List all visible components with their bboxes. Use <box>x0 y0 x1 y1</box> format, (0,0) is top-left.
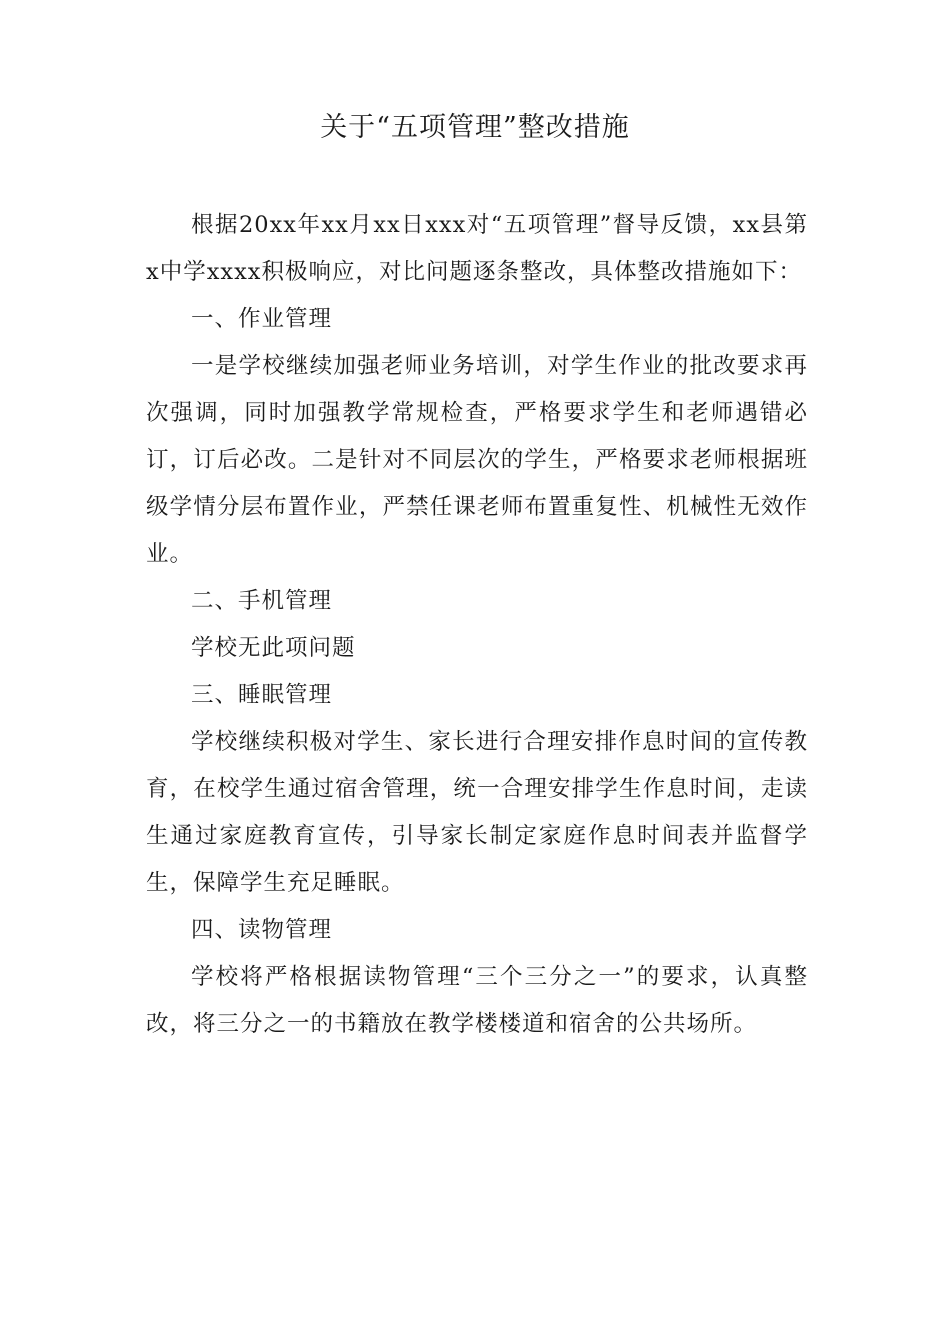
section-heading-sleep: 三、睡眠管理 <box>191 682 333 708</box>
section-heading-phone: 二、手机管理 <box>191 588 333 614</box>
document-title: 关于“五项管理”整改措施 <box>320 112 630 143</box>
section-heading-homework: 一、作业管理 <box>191 306 333 332</box>
document-body <box>146 202 808 1048</box>
section-heading-reading: 四、读物管理 <box>191 917 333 943</box>
section-content-reading: 学校将严格根据读物管理“三个三分之一”的要求，认真整改，将三分之一的书籍放在教学楼楼道和宿舍的公共场所。 <box>146 964 808 1037</box>
intro-paragraph: 根据20xx年xx月xx日xxx对“五项管理”督导反馈，xx县第x中学xxxx积极响应，对比问题逐条整改，具体整改措施如下： <box>146 212 808 285</box>
section-content-sleep: 学校继续积极对学生、家长进行合理安排作息时间的宣传教育，在校学生通过宿舍管理，统一合理安排学生作息时间，走读生通过家庭教育宣传，引导家长制定家庭作息时间表并监督学生，保障学生充足睡眠。 <box>146 729 808 896</box>
section-content-phone: 学校无此项问题 <box>191 635 356 661</box>
section-content-homework: 一是学校继续加强老师业务培训，对学生作业的批改要求再次强调，同时加强教学常规检查，严格要求学生和老师遇错必订，订后必改。二是针对不同层次的学生，严格要求老师根据班级学情分层布置作业，严禁任课老师布置重复性、机械性无效作业。 <box>146 353 808 567</box>
